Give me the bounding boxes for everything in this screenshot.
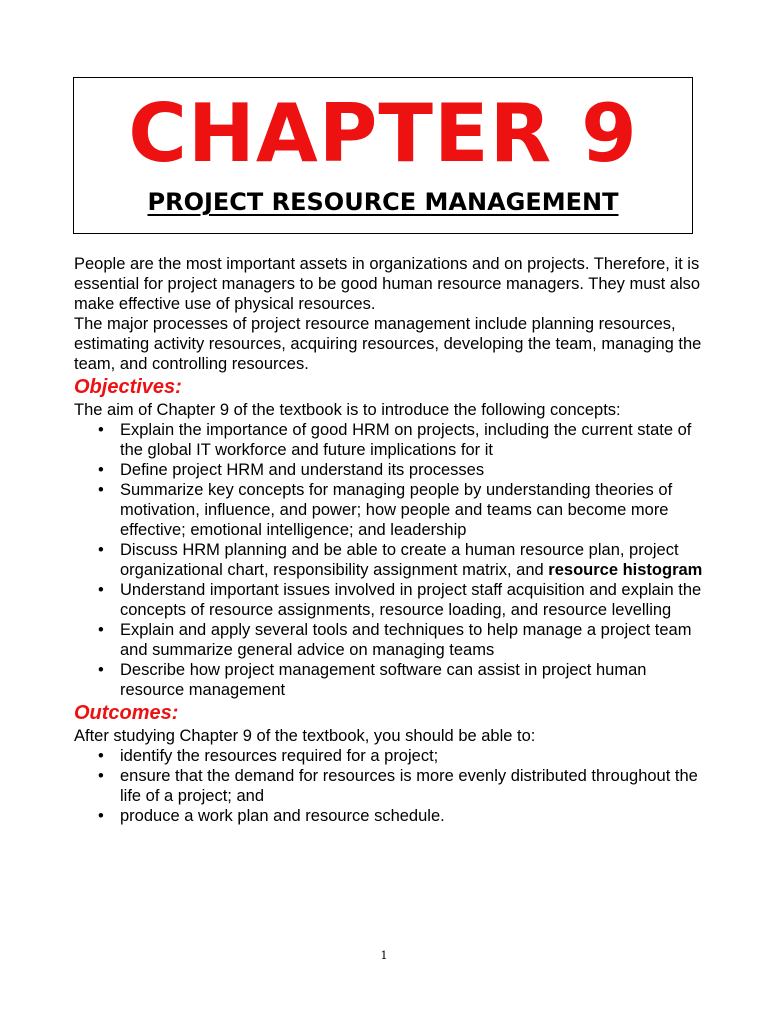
objective-item: • Define project HRM and understand its processes <box>120 460 704 480</box>
intro-paragraph-2: The major processes of project resource management include planning resources, estimating activity resources, acquiring resources, developing the team, managing the team, and controlling resources. <box>74 315 702 373</box>
outcomes-lead: After studying Chapter 9 of the textbook, you should be able to: <box>74 727 536 745</box>
objective-item: • Explain and apply several tools and techniques to help manage a project team and summarize general advice on managing teams <box>120 620 704 660</box>
objective-item: • Explain the importance of good HRM on projects, including the current state of the global IT workforce and future implications for it <box>120 420 704 460</box>
chapter-title: CHAPTER 9 <box>128 87 638 180</box>
objectives-heading: Objectives: <box>74 376 182 398</box>
outcomes-heading: Outcomes: <box>74 702 179 724</box>
objective-item: • Describe how project management software can assist in project human resource management <box>120 660 704 700</box>
outcome-item: • identify the resources required for a project; <box>120 746 704 766</box>
outcome-item: • ensure that the demand for resources is more evenly distributed throughout the life of a project; and <box>120 766 704 806</box>
objectives-list <box>74 420 704 700</box>
objectives-lead: The aim of Chapter 9 of the textbook is to introduce the following concepts: <box>74 401 621 419</box>
chapter-subtitle: PROJECT RESOURCE MANAGEMENT <box>147 188 619 216</box>
page-number: 1 <box>380 949 388 962</box>
objective-item: • Understand important issues involved in project staff acquisition and explain the concepts of resource assignments, resource loading, and resource levelling <box>120 580 704 620</box>
page-content <box>74 254 704 826</box>
intro-paragraph-1: People are the most important assets in organizations and on projects. Therefore, it is essential for project managers to be good human resource managers. They must also make effective use of physical resources. <box>74 255 701 313</box>
chapter-title-box <box>73 77 693 234</box>
objective-bold-term: resource histogram <box>548 561 703 579</box>
outcomes-list <box>74 746 704 826</box>
outcome-item: • produce a work plan and resource schedule. <box>120 806 704 826</box>
objective-item: • Discuss HRM planning and be able to create a human resource plan, project organizational chart, responsibility assignment matrix, and resource histogram <box>120 540 704 580</box>
objective-item: • Summarize key concepts for managing people by understanding theories of motivation, influence, and power; how people and teams can become more effective; emotional intelligence; and leadership <box>120 480 704 540</box>
